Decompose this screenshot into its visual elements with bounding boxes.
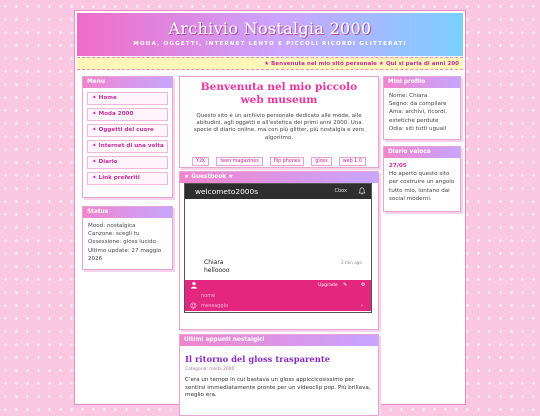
profile-hates: Odia: siti tutti uguali bbox=[389, 125, 447, 132]
diary-date: 27/05 bbox=[389, 163, 407, 169]
post-meta: Categoria: moda 2000 bbox=[185, 367, 235, 372]
marquee-banner: ★ Benvenuta nel mio sito personale ★ Qui si parla di anni 200 bbox=[77, 57, 463, 70]
site-title: Archivio Nostalgia 2000 bbox=[168, 19, 372, 38]
guestbook-toolbar bbox=[185, 280, 371, 291]
guestbook-title: ★ Guestbook ★ bbox=[180, 172, 378, 183]
welcome-box bbox=[179, 76, 379, 168]
send-arrow-icon[interactable]: › bbox=[361, 303, 363, 309]
menu-title: Menu bbox=[83, 77, 172, 88]
entry-name: Chiara bbox=[204, 259, 224, 266]
guestbook-header bbox=[185, 184, 371, 199]
upgrade-link[interactable]: Upgrade bbox=[318, 283, 338, 288]
tag-y2k[interactable]: Y2K bbox=[192, 157, 209, 166]
status-update: Ultimo update: 27 maggio bbox=[88, 247, 162, 254]
tag-list bbox=[180, 147, 378, 166]
profile-name: Nome: Chiara bbox=[389, 93, 428, 99]
menu-item-diario[interactable]: ✦ Diario bbox=[87, 156, 168, 169]
welcome-title: Benvenuta nel mio piccolo web museum bbox=[200, 81, 358, 106]
status-year: 2026 bbox=[88, 255, 103, 262]
diary-title: Diario veloce bbox=[384, 147, 460, 158]
tag-web10[interactable]: web 1.0 bbox=[339, 157, 366, 166]
menu-item-home[interactable]: ✦ Home bbox=[87, 92, 168, 105]
name-input[interactable] bbox=[185, 291, 371, 301]
name-placeholder: nome bbox=[201, 293, 216, 299]
profile-loves: Ama: archivi, ricordi, estetiche perdute bbox=[389, 109, 448, 124]
diary-text: Ho aperto questo sito per costruire un angolo tutto mio, lontano dai social moderni. bbox=[389, 171, 455, 202]
entry-time: 2 min ago bbox=[340, 260, 362, 265]
tag-flip-phones[interactable]: flip phones bbox=[270, 157, 304, 166]
posts-box bbox=[179, 334, 379, 416]
post-title[interactable]: Il ritorno del gloss trasparente bbox=[185, 354, 331, 364]
bell-icon[interactable] bbox=[358, 187, 366, 195]
posts-title: Ultimi appunti nostalgici bbox=[180, 335, 378, 346]
status-song: Canzone: scegli tu bbox=[88, 231, 140, 238]
entry-message: helloooo bbox=[204, 267, 230, 274]
menu-box bbox=[82, 76, 173, 198]
menu-item-internet[interactable]: ✦ Internet di una volta bbox=[87, 140, 168, 153]
menu-item-link[interactable]: ✦ Link preferiti bbox=[87, 172, 168, 185]
profile-title: Mini profilo bbox=[384, 77, 460, 88]
profile-box bbox=[383, 76, 461, 140]
edit-icon[interactable]: ✎ bbox=[343, 282, 348, 288]
status-obsession: Ossessione: gloss lucido bbox=[88, 239, 156, 246]
tag-gloss[interactable]: gloss bbox=[311, 157, 331, 166]
menu-item-oggetti[interactable]: ✦ Oggetti del cuore bbox=[87, 124, 168, 137]
site-subtitle: MODA, OGGETTI, INTERNET LENTO E PICCOLI RICORDI GLITTERATI bbox=[133, 41, 407, 47]
profile-sign: Segno: da compilare bbox=[389, 101, 447, 108]
diary-box bbox=[383, 146, 461, 212]
tag-teen-magazines[interactable]: teen magazines bbox=[216, 157, 262, 166]
message-input[interactable] bbox=[185, 301, 371, 311]
status-title: Status bbox=[83, 207, 172, 218]
welcome-text: Questo sito è un archivio personale dedicato alle mode, alle abitudini, agli oggetti e all'estetica dei primi anni 2000. Una specie di diario online, ma con più glitter, più nostalgia e zero algoritmo. bbox=[193, 113, 365, 141]
status-mood: Mood: nostalgica bbox=[88, 223, 136, 229]
guestbook-box bbox=[179, 171, 379, 330]
post-text: C'era un tempo in cui bastava un gloss appiccicosissimo per sentirsi immediatamente pronte per un videoclip pop. Più brillava, meglio era. bbox=[185, 377, 371, 398]
cbox-link[interactable]: Cbox bbox=[334, 188, 347, 194]
status-box bbox=[82, 206, 173, 270]
message-placeholder: messaggio bbox=[201, 303, 229, 309]
menu-item-moda[interactable]: ✦ Moda 2000 bbox=[87, 108, 168, 121]
gear-icon[interactable]: ⚙ bbox=[361, 282, 366, 288]
site-header bbox=[77, 13, 463, 56]
guestbook-widget bbox=[184, 183, 372, 313]
guestbook-widget-title: welcometo2000s bbox=[195, 187, 259, 196]
